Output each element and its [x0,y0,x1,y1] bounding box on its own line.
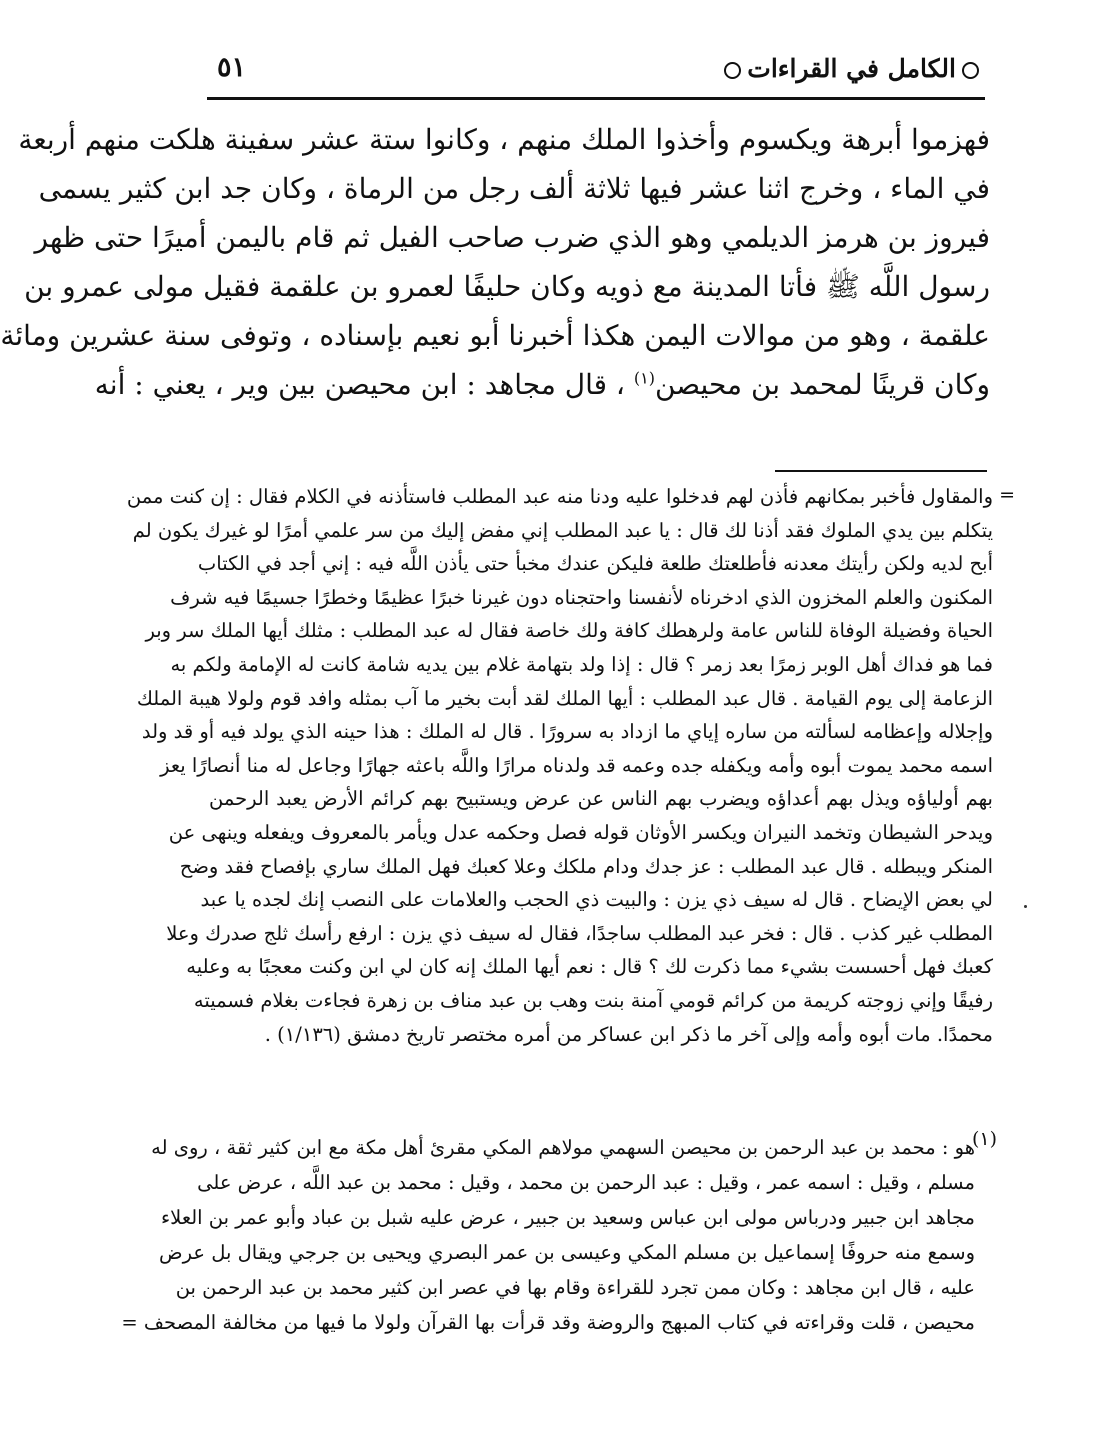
footnote-line: الحياة وفضيلة الوفاة للناس عامة ولرهطك كافة ولك خاصة فقال له عبد المطلب : مثلك أيها الملك سر وبر [145,619,993,643]
footnote-line: فما هو فداك أهل الوبر زمرًا بعد زمر ؟ قال : إذا ولد بتهامة غلام بين يديه شامة كانت له الإمامة ولكم به [170,652,993,676]
footnote-line: مسلم ، وقيل : اسمه عمر ، وقيل : عبد الرحمن بن محمد ، وقيل : محمد بن عبد اللَّه ، عرض على [197,1171,975,1194]
footnote-line: بهم أولياؤه ويذل بهم أعداؤه ويضرب بهم الناس عن عرض ويستبيح بهم كرائم الأرض يعبد الرحمن [209,787,993,811]
footnote-separator [775,470,987,472]
footnote-line: محيصن ، قلت وقراءته في كتاب المبهج والروضة وقد قرأت بها القرآن ولولا ما فيها من مخالفة المصحف = [121,1311,975,1334]
main-text-line: في الماء ، وخرج اثنا عشر فيها ثلاثة ألف رجل من الرماة ، وكان جد ابن كثير يسمى [38,172,990,205]
footnote-line: وإجلاله وإعظامه لسألته من ساره إياي ما ازداد به سرورًا . قال له الملك : هذا حينه الذي يولد فيه أو قد ولد [141,720,993,744]
book-title: الكامل في القراءات [747,54,956,83]
running-title [718,54,985,83]
footnote-line: عليه ، قال ابن مجاهد : وكان ممن تجرد للقراءة وقام بها في عصر ابن كثير محمد بن عبد الرحمن بن [175,1276,975,1299]
print-speck [1024,905,1027,908]
main-text-line: فهزموا أبرهة ويكسوم وأخذوا الملك منهم ، وكانوا ستة عشر سفينة هلكت منهم أربعة [18,123,990,156]
main-text-line: علقمة ، وهو من موالات اليمن هكذا أخبرنا أبو نعيم بإسناده ، وتوفى سنة عشرين ومائة [0,319,990,352]
footnote-line: هو : محمد بن عبد الرحمن بن محيصن السهمي مولاهم المكي مقرئ أهل مكة مع ابن كثير ثقة ، روى له [151,1136,975,1159]
running-header [207,50,985,98]
footnote-marker: (١) [971,1128,997,1150]
footnote-line: رفيقًا وإني زوجته كريمة من كرائم قومي آمنة بنت وهب بن عبد مناف بن زهرة فجاءت بغلام فسميته [193,988,993,1012]
header-rule [207,97,985,100]
main-text-line-with-ref [94,360,990,409]
main-text-line: فيروز بن هرمز الديلمي وهو الذي ضرب صاحب الفيل ثم قام باليمن أميرًا حتى ظهر [34,221,990,254]
main-text-fragment: وكان قرينًا لمحمد بن محيصن [654,368,990,401]
footnote-line: محمدًا. مات أبوه وأمه وإلى آخر ما ذكر ابن عساكر من أمره مختصر تاريخ دمشق (١/١٣٦) . [264,1022,993,1046]
footnote-line: الزعامة إلى يوم القيامة . قال عبد المطلب : أيها الملك لقد أبت بخير ما آب بمثله وافد قوم ولولا هيبة الملك [136,686,993,710]
footnote-line: والمقاول فأخبر بمكانهم فأذن لهم فدخلوا عليه ودنا منه عبد المطلب فاستأذنه في الكلام فقال : إن كنت ممن [126,485,993,508]
footnote-line: المطلب غير كذب . قال : فخر عبد المطلب ساجدًا، فقال له سيف ذي يزن : ارفع رأسك ثلج صدرك وعلا [166,921,993,945]
ring-ornament-right [962,62,979,79]
footnote-1 [121,1130,975,1340]
main-text-fragment: ، قال مجاهد : ابن محيصن بين وير ، يعني : أنه [94,368,625,401]
footnote-line: مجاهد ابن جبير ودرباس مولى ابن عباس وسعيد بن جبير ، عرض عليه شبل بن عباد وأبو عمر بن العلاء [161,1206,975,1229]
footnote-line: يتكلم بين يدي الملوك فقد أذنا لك قال : يا عبد المطلب إني مفض إليك من سر علمي أمرًا لو غيرك يكون لم [132,518,993,542]
continuation-marker: = [999,484,1015,506]
page-number: ٥١ [217,52,247,83]
footnote-line: وسمع منه حروفًا إسماعيل بن مسلم المكي وعيسى بن عمر البصري ويحيى بن جرجي ويقال بل عرض [159,1241,975,1264]
footnote-line: المنكر ويبطله . قال عبد المطلب : عز جدك ودام ملكك وعلا كعبك فهل الملك ساري بإفصاح فقد وضح [179,854,993,878]
footnote-line: ويدحر الشيطان وتخمد النيران ويكسر الأوثان قوله فصل وحكمه عدل ويأمر بالمعروف ويفعله وينهى عن [168,820,993,844]
footnote-line: اسمه محمد يموت أبوه وأمه ويكفله جده وعمه قد ولدناه مرارًا واللَّه باعثه جهارًا وجاعل له منا أنصارًا يعز [160,753,993,777]
main-text [0,115,990,409]
footnote-line: المكنون والعلم المخزون الذي ادخرناه لأنفسنا واحتجناه دون غيرنا خبرًا عظيمًا وخطرًا جسيمًا فيه شرف [170,585,993,609]
footnote-line: كعبك فهل أحسست بشيء مما ذكرت لك ؟ قال : نعم أيها الملك إنه كان لي ابن وكنت معجبًا به وعليه [186,955,993,979]
footnote-continued [126,480,993,1051]
main-text-line: رسول اللَّه ﷺ فأتا المدينة مع ذويه وكان حليفًا لعمرو بن علقمة فقيل مولى عمرو بن [24,270,990,303]
footnote-line: لي بعض الإيضاح . قال له سيف ذي يزن : والبيت ذي الحجب والعلامات على النصب إنك لجده يا عبد [200,888,993,912]
footnote-reference[interactable]: (١) [633,368,655,388]
footnote-line: أبح لديه ولكن رأيتك معدنه فأطلعتك طلعة فليكن عندك مخبأ حتى يأذن اللَّه فيه : إني أجد في الكتاب [197,552,993,576]
ring-ornament-left [724,62,741,79]
